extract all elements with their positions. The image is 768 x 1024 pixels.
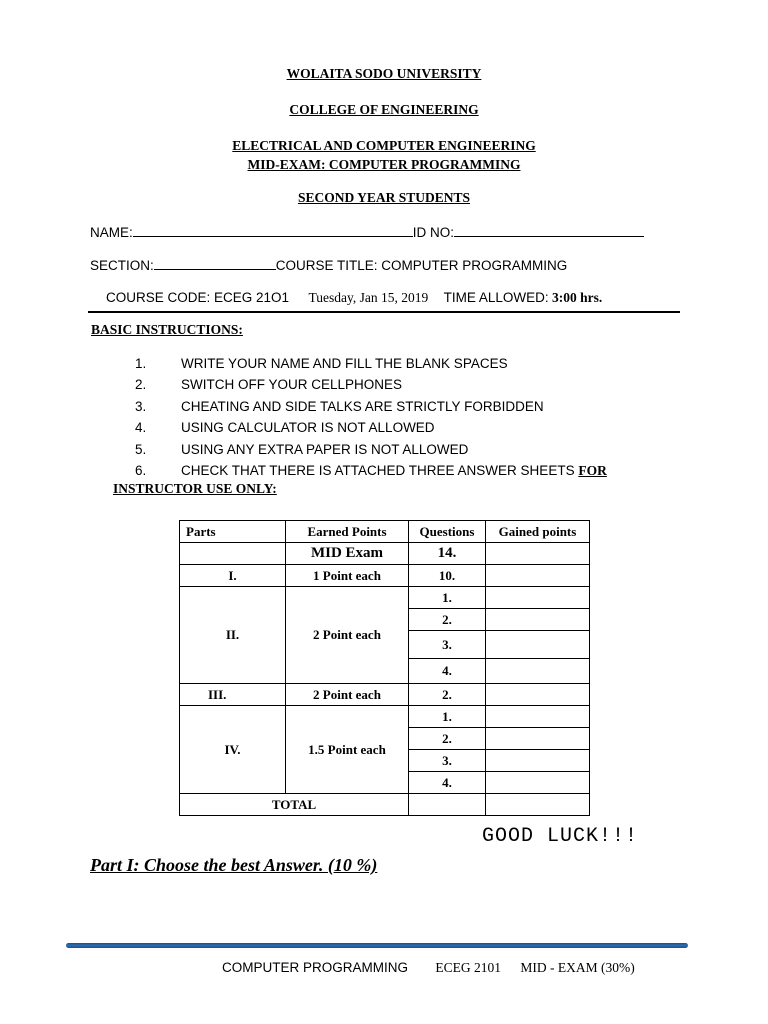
total-cell[interactable]: [486, 794, 590, 816]
instruction-item: 6. CHECK THAT THERE IS ATTACHED THREE ANSWER SHEETS FOR: [135, 463, 607, 478]
mid-exam-count: 14.: [409, 543, 486, 565]
course-code: COURSE CODE: ECEG 21O1: [106, 290, 290, 305]
section-label: SECTION:: [90, 258, 154, 273]
students-title: SECOND YEAR STUDENTS: [297, 190, 471, 205]
questions-cell: 2.: [409, 609, 486, 631]
points-cell: 2 Point each: [286, 587, 409, 684]
instruction-item: 1. WRITE YOUR NAME AND FILL THE BLANK SPACES: [135, 356, 508, 371]
for-label: FOR: [578, 463, 607, 478]
instructions-heading: BASIC INSTRUCTIONS:: [91, 322, 243, 337]
table-row: [180, 684, 590, 706]
course-title: COURSE TITLE: COMPUTER PROGRAMMING: [275, 258, 568, 273]
points-cell: 1 Point each: [286, 565, 409, 587]
name-label: NAME:: [90, 225, 133, 240]
instruction-item: 4. USING CALCULATOR IS NOT ALLOWED: [135, 420, 435, 435]
questions-cell: 4.: [409, 772, 486, 794]
instructor-use-heading: INSTRUCTOR USE ONLY:: [113, 481, 277, 496]
id-blank[interactable]: [454, 224, 644, 237]
university-title: WOLAITA SODO UNIVERSITY: [286, 66, 482, 81]
gained-cell[interactable]: [486, 587, 590, 609]
gained-cell[interactable]: [486, 659, 590, 684]
name-blank[interactable]: [133, 224, 413, 237]
questions-cell: 3.: [409, 750, 486, 772]
questions-cell: 1.: [409, 706, 486, 728]
header-gained: Gained points: [486, 521, 590, 543]
table-row: [180, 706, 590, 728]
section-blank[interactable]: [154, 257, 276, 270]
footer-exam: MID - EXAM (30%): [520, 960, 635, 975]
time-value: 3:00 hrs.: [551, 290, 603, 305]
course-info-row: [106, 290, 602, 306]
department-title: ELECTRICAL AND COMPUTER ENGINEERING: [232, 138, 536, 153]
questions-cell: 3.: [409, 631, 486, 659]
table-row: [180, 587, 590, 609]
header-divider: [88, 311, 680, 313]
gained-cell[interactable]: [486, 728, 590, 750]
exam-date: Tuesday, Jan 15, 2019: [308, 290, 429, 305]
gained-cell[interactable]: [486, 609, 590, 631]
part-cell: II.: [180, 587, 286, 684]
questions-cell: 4.: [409, 659, 486, 684]
id-label: ID NO:: [412, 225, 455, 240]
page-footer: [222, 960, 635, 976]
time-label: TIME ALLOWED:: [443, 290, 549, 305]
footer-course: COMPUTER PROGRAMMING: [222, 960, 409, 975]
questions-cell: 10.: [409, 565, 486, 587]
gained-cell[interactable]: [486, 565, 590, 587]
table-total-row: [180, 794, 590, 816]
exam-title: MID-EXAM: COMPUTER PROGRAMMING: [247, 157, 521, 172]
part-cell: III.: [180, 684, 286, 706]
instruction-item: 2. SWITCH OFF YOUR CELLPHONES: [135, 377, 403, 392]
header-questions: Questions: [409, 521, 486, 543]
gained-cell[interactable]: [486, 631, 590, 659]
gained-cell[interactable]: [486, 750, 590, 772]
table-row: [180, 543, 590, 565]
mid-exam-label: MID Exam: [286, 543, 409, 565]
header-parts: Parts: [180, 521, 286, 543]
gained-cell[interactable]: [486, 772, 590, 794]
name-row: [90, 224, 644, 240]
table-header-row: [180, 521, 590, 543]
header-earned: Earned Points: [286, 521, 409, 543]
questions-cell: 2.: [409, 684, 486, 706]
total-label: TOTAL: [180, 794, 409, 816]
gained-cell[interactable]: [486, 684, 590, 706]
score-table: [179, 520, 590, 816]
table-row: [180, 565, 590, 587]
footer-code: ECEG 2101: [435, 960, 502, 975]
good-luck-text: GOOD LUCK!!!: [482, 825, 639, 848]
part-cell: I.: [180, 565, 286, 587]
footer-divider: [66, 943, 688, 948]
section-row: [90, 257, 567, 273]
part-one-title: Part I: Choose the best Answer. (10 %): [90, 855, 378, 875]
questions-cell: 1.: [409, 587, 486, 609]
points-cell: 1.5 Point each: [286, 706, 409, 794]
gained-cell[interactable]: [486, 706, 590, 728]
points-cell: 2 Point each: [286, 684, 409, 706]
part-cell: IV.: [180, 706, 286, 794]
questions-cell: 2.: [409, 728, 486, 750]
instruction-item: 3. CHEATING AND SIDE TALKS ARE STRICTLY FORBIDDEN: [135, 399, 544, 414]
instruction-item: 5. USING ANY EXTRA PAPER IS NOT ALLOWED: [135, 442, 469, 457]
college-title: COLLEGE OF ENGINEERING: [289, 102, 479, 117]
